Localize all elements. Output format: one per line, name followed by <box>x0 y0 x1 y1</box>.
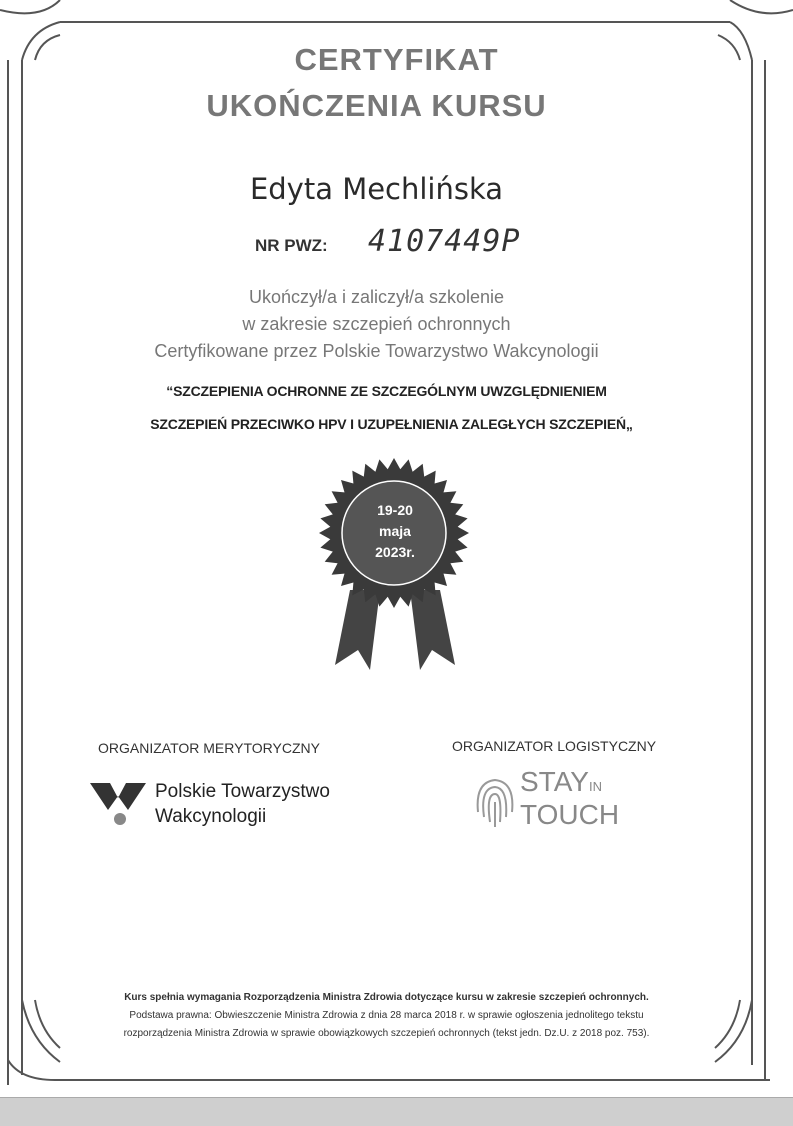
statement-line: Ukończył/a i zaliczył/a szkolenie <box>248 287 505 307</box>
ptw-logo-icon <box>90 778 150 828</box>
ptw-logo-text <box>155 779 330 829</box>
ptw-name-line: Polskie Towarzystwo <box>155 781 330 802</box>
page-bottom-strip <box>0 1097 793 1126</box>
fingerprint-icon <box>470 772 520 832</box>
recipient-name: Edyta Mechlińska <box>249 172 504 206</box>
pwz-label: NR PWZ: <box>255 236 328 255</box>
footer-legal-basis: Podstawa prawna: Obwieszczenie Ministra Zdrowia z dnia 28 marca 2018 r. w sprawie ogłoszenia jednolitego tekstu <box>129 1010 644 1021</box>
logistic-organizer-label: ORGANIZATOR LOGISTYCZNY <box>452 738 657 754</box>
ptw-name-line: Wakcynologii <box>155 806 267 827</box>
footer-requirement: Kurs spełnia wymagania Rozporządzenia Ministra Zdrowia dotyczące kursu w zakresie szczepień ochronnych. <box>124 992 649 1003</box>
merit-organizer-label: ORGANIZATOR MERYTORYCZNY <box>98 740 320 756</box>
statement-line: w zakresie szczepień ochronnych <box>242 314 511 334</box>
seal-date <box>330 500 460 563</box>
logo-stay: STAY <box>520 766 589 797</box>
footer-legal-basis: rozporządzenia Ministra Zdrowia w sprawie obowiązkowych szczepień ochronnych (tekst jedn. Dz.U. z 2018 poz. 753). <box>123 1028 650 1039</box>
logo-in: IN <box>588 779 602 794</box>
seal-date-days: 19-20 <box>377 502 413 518</box>
seal-date-year: 2023r. <box>375 544 415 560</box>
stay-in-touch-logo <box>520 768 619 829</box>
certificate-title: CERTYFIKAT <box>294 42 499 77</box>
seal-date-month: maja <box>379 523 411 539</box>
course-title-line: SZCZEPIEŃ PRZECIWKO HPV I UZUPEŁNIENIA ZALEGŁYCH SZCZEPIEŃ„ <box>150 416 633 432</box>
certificate-subtitle: UKOŃCZENIA KURSU <box>206 88 547 123</box>
logo-touch: TOUCH <box>520 799 620 830</box>
statement-line: Certyfikowane przez Polskie Towarzystwo Wakcynologii <box>154 341 599 361</box>
pwz-number-handwritten: 4107449P <box>368 224 521 259</box>
course-title-line: “SZCZEPIENIA OCHRONNE ZE SZCZEGÓLNYM UWZGLĘDNIENIEM <box>166 383 607 399</box>
